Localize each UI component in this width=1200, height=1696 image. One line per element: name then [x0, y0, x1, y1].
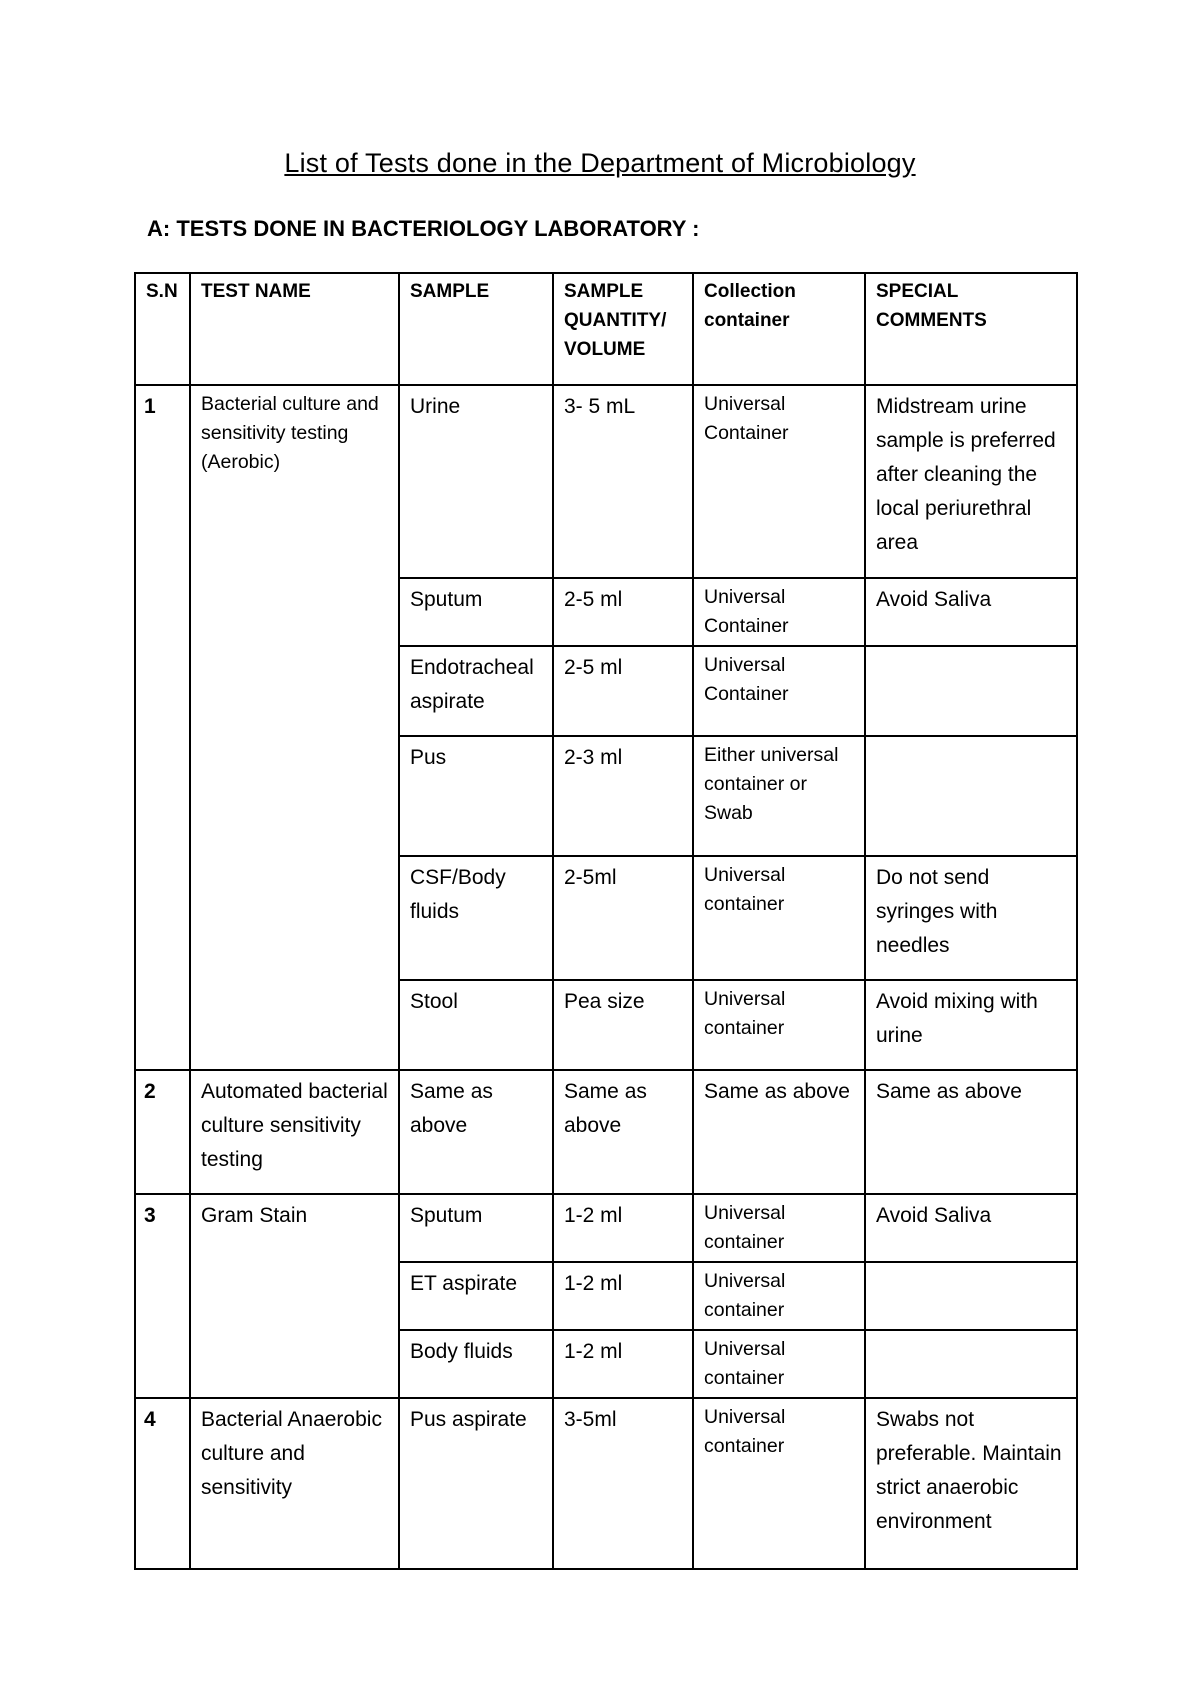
sample-cell: ET aspirate [399, 1262, 553, 1330]
sample-cell: Pus [399, 736, 553, 856]
container-cell: Universal container [693, 1194, 865, 1262]
quantity-cell: 3- 5 mL [553, 385, 693, 578]
test-name: Gram Stain [190, 1194, 399, 1398]
comments-cell: Swabs not preferable. Maintain strict anaerobic environment [865, 1398, 1077, 1569]
quantity-cell: 2-5ml [553, 856, 693, 980]
header-collection-container: Collection container [693, 273, 865, 385]
serial-number: 3 [135, 1194, 190, 1398]
comments-cell [865, 1330, 1077, 1398]
container-cell: Universal container [693, 856, 865, 980]
container-cell: Universal container [693, 1398, 865, 1569]
comments-cell: Midstream urine sample is preferred after cleaning the local periurethral area [865, 385, 1077, 578]
header-special-comments: SPECIAL COMMENTS [865, 273, 1077, 385]
quantity-cell: 1-2 ml [553, 1194, 693, 1262]
quantity-cell: 1-2 ml [553, 1330, 693, 1398]
container-cell: Same as above [693, 1070, 865, 1194]
comments-cell [865, 736, 1077, 856]
sample-cell: Endotracheal aspirate [399, 646, 553, 736]
table-row [135, 385, 1077, 578]
quantity-cell: 1-2 ml [553, 1262, 693, 1330]
comments-cell: Do not send syringes with needles [865, 856, 1077, 980]
sample-cell: Pus aspirate [399, 1398, 553, 1569]
sample-cell: Body fluids [399, 1330, 553, 1398]
comments-cell: Avoid Saliva [865, 1194, 1077, 1262]
container-cell: Universal container [693, 1330, 865, 1398]
comments-cell [865, 1262, 1077, 1330]
container-cell: Universal Container [693, 646, 865, 736]
sample-cell: Sputum [399, 1194, 553, 1262]
table-header-row [135, 273, 1077, 385]
container-cell: Universal container [693, 980, 865, 1070]
quantity-cell: 2-5 ml [553, 646, 693, 736]
sample-cell: Stool [399, 980, 553, 1070]
header-sample: SAMPLE [399, 273, 553, 385]
header-sample-quantity: SAMPLE QUANTITY/ VOLUME [553, 273, 693, 385]
test-name: Automated bacterial culture sensitivity testing [190, 1070, 399, 1194]
comments-cell [865, 646, 1077, 736]
serial-number: 4 [135, 1398, 190, 1569]
tests-table [134, 272, 1078, 1570]
container-cell: Universal Container [693, 578, 865, 646]
document-title: List of Tests done in the Department of Microbiology [284, 148, 916, 178]
header-test-name: TEST NAME [190, 273, 399, 385]
container-cell: Universal Container [693, 385, 865, 578]
comments-cell: Avoid mixing with urine [865, 980, 1077, 1070]
quantity-cell: Pea size [553, 980, 693, 1070]
quantity-cell: 2-3 ml [553, 736, 693, 856]
quantity-cell: Same as above [553, 1070, 693, 1194]
container-cell: Universal container [693, 1262, 865, 1330]
sample-cell: Sputum [399, 578, 553, 646]
test-name: Bacterial culture and sensitivity testing (Aerobic) [190, 385, 399, 1070]
container-cell: Either universal container or Swab [693, 736, 865, 856]
comments-cell: Same as above [865, 1070, 1077, 1194]
test-name: Bacterial Anaerobic culture and sensitivity [190, 1398, 399, 1569]
quantity-cell: 3-5ml [553, 1398, 693, 1569]
header-sn: S.N [135, 273, 190, 385]
sample-cell: CSF/Body fluids [399, 856, 553, 980]
serial-number: 2 [135, 1070, 190, 1194]
comments-cell: Avoid Saliva [865, 578, 1077, 646]
section-heading: A: TESTS DONE IN BACTERIOLOGY LABORATORY : [147, 216, 700, 241]
table-row [135, 1194, 1077, 1262]
sample-cell: Urine [399, 385, 553, 578]
quantity-cell: 2-5 ml [553, 578, 693, 646]
sample-cell: Same as above [399, 1070, 553, 1194]
table-row [135, 1398, 1077, 1569]
table-row [135, 1070, 1077, 1194]
serial-number: 1 [135, 385, 190, 1070]
